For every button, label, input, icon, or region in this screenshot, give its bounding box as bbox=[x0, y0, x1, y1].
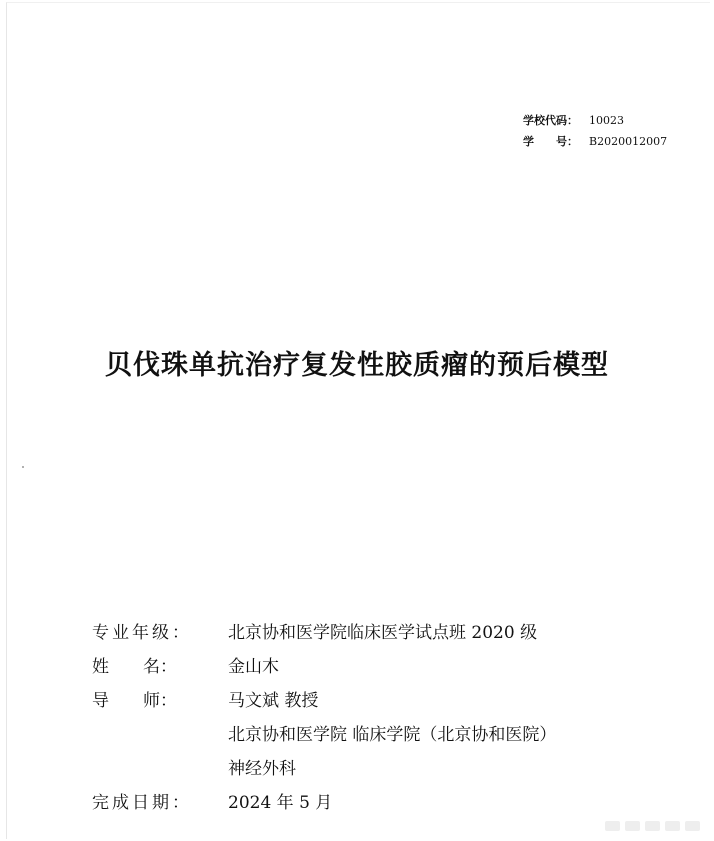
watermark bbox=[605, 821, 700, 831]
watermark-mark bbox=[605, 821, 620, 831]
thesis-info bbox=[92, 616, 556, 820]
scan-speck bbox=[22, 466, 24, 468]
name-row bbox=[92, 650, 556, 684]
thesis-title: 贝伐珠单抗治疗复发性胶质瘤的预后模型 bbox=[105, 350, 609, 381]
watermark-mark bbox=[665, 821, 680, 831]
student-id-label: 学 号： bbox=[523, 135, 578, 148]
date-label: 完成日期： bbox=[92, 793, 192, 813]
major-value: 北京协和医学院临床医学试点班 2020 级 bbox=[228, 623, 538, 643]
name-value: 金山木 bbox=[228, 657, 279, 677]
watermark-mark bbox=[645, 821, 660, 831]
advisor-row bbox=[92, 684, 556, 718]
advisor-affiliation-row bbox=[92, 718, 556, 752]
student-id-row bbox=[523, 131, 667, 152]
school-code-row bbox=[523, 110, 667, 131]
meta-block bbox=[523, 110, 667, 152]
major-row bbox=[92, 616, 556, 650]
date-value: 2024 年 5 月 bbox=[228, 793, 333, 813]
school-code-label: 学校代码： bbox=[523, 114, 578, 127]
advisor-department-row bbox=[92, 752, 556, 786]
name-label: 姓 名： bbox=[92, 657, 177, 677]
advisor-label: 导 师： bbox=[92, 691, 177, 711]
watermark-mark bbox=[685, 821, 700, 831]
advisor-value: 马文斌 教授 bbox=[228, 691, 319, 711]
watermark-mark bbox=[625, 821, 640, 831]
student-id-value: B2020012007 bbox=[589, 135, 668, 148]
date-row bbox=[92, 786, 556, 820]
advisor-affiliation: 北京协和医学院 临床学院（北京协和医院） bbox=[228, 725, 557, 745]
advisor-department: 神经外科 bbox=[228, 759, 296, 779]
major-label: 专业年级： bbox=[92, 623, 192, 643]
school-code-value: 10023 bbox=[589, 114, 624, 127]
